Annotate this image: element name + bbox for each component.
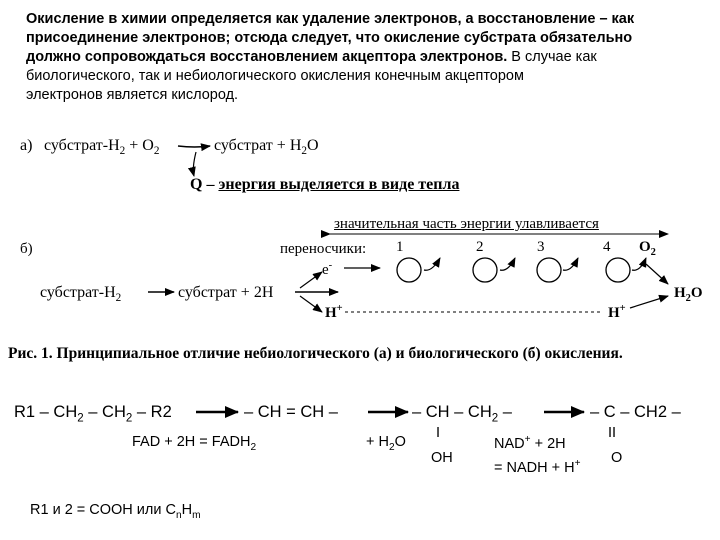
- proton-to-water-arrow: [630, 296, 668, 308]
- scheme-b-proton-right-sup: +: [619, 303, 626, 314]
- reaction-start-sub1: 2: [77, 412, 84, 425]
- figure-caption: Рис. 1. Принципиальное отличие небиологического (а) и биологического (б) окисления.: [8, 345, 623, 362]
- scheme-b-proton-left-sup: +: [336, 303, 343, 314]
- reaction-start-c: – R2: [132, 403, 172, 421]
- scheme-b-water-sub: 2: [685, 293, 691, 304]
- carbonyl-oxygen: O: [611, 450, 623, 466]
- scheme-a-product-o: O: [306, 137, 319, 154]
- nad-sup: +: [524, 434, 531, 445]
- footnote-h: H: [181, 502, 193, 518]
- reaction-ketone: – C – CH2 –: [590, 403, 681, 421]
- nad-text: NAD: [494, 435, 525, 452]
- intro-line-3-bold: должно сопровождаться восстановлением акцептора электронов.: [26, 49, 508, 65]
- scheme-a-plus-o: + O: [125, 137, 154, 154]
- fad-sub: 2: [250, 441, 257, 453]
- scheme-b-substrate-sub: 2: [115, 292, 122, 305]
- nadh-text: = NADH + H: [494, 459, 575, 476]
- reaction-start-a: R1 – CH: [14, 403, 78, 421]
- scheme-b-o2-letter: O: [639, 239, 651, 255]
- scheme-b-o2-sub: 2: [650, 247, 656, 258]
- footnote-text: R1 и 2 = COOH или C: [30, 502, 176, 518]
- scheme-b-electron-letter: e: [322, 262, 329, 278]
- carrier-circle-2: [473, 258, 497, 282]
- carrier-arrow-3: [563, 258, 578, 270]
- scheme-b-carriers-label: переносчики:: [280, 241, 367, 257]
- reaction-alcohol-a: – CH – CH: [412, 403, 492, 421]
- reaction-start-b: – CH: [83, 403, 126, 421]
- scheme-b-middle: субстрат + 2H: [178, 284, 274, 301]
- hydroxyl-group: OH: [431, 450, 453, 466]
- carbonyl-bond: II: [608, 425, 617, 441]
- nad-plus-2h: + 2H: [530, 435, 566, 452]
- carrier-circle-3: [537, 258, 561, 282]
- scheme-b-proton-left-h: H: [325, 305, 337, 321]
- reaction-alcohol-b: –: [498, 403, 512, 421]
- water-addition-h: + H: [366, 434, 389, 450]
- scheme-b-water-o: O: [690, 285, 703, 301]
- footnote-n: n: [175, 509, 182, 521]
- scheme-b-water-h: H: [674, 285, 686, 301]
- scheme-a-substrate-sub: 2: [119, 145, 126, 158]
- hydroxyl-bond: I: [436, 425, 441, 441]
- scheme-b-proton-arrow: [300, 296, 322, 312]
- scheme-b-substrate-text: субстрат-H: [40, 284, 116, 301]
- scheme-a-product-sub: 2: [301, 145, 307, 158]
- fad-text: FAD + 2H = FADH: [132, 434, 251, 450]
- carrier-circle-1: [397, 258, 421, 282]
- water-addition-sub: 2: [388, 441, 395, 453]
- water-addition-o: O: [394, 434, 406, 450]
- scheme-a-heat-text: энергия выделяется в виде тепла: [218, 176, 460, 193]
- intro-line-2: присоединение электронов; отсюда следует, что окисление субстрата обязательно: [26, 30, 633, 46]
- scheme-b-energy-note: значительная часть энергии улавливается: [334, 216, 599, 232]
- scheme-a-q-letter: Q: [190, 176, 203, 193]
- scheme-b-proton-right-h: H: [608, 305, 620, 321]
- carrier-number-4: 4: [603, 239, 611, 255]
- carrier-arrow-1: [424, 258, 440, 270]
- carrier-number-3: 3: [537, 239, 545, 255]
- scheme-a-o2-sub: 2: [153, 145, 160, 158]
- scheme-a-arrow: [178, 146, 210, 147]
- scheme-a-product-text: субстрат + H: [214, 137, 302, 154]
- intro-line-3-rest: В случае как: [507, 49, 597, 65]
- carrier-arrow-2: [500, 258, 515, 270]
- reaction-alkene: – CH = CH –: [244, 403, 338, 421]
- reaction-start-sub2: 2: [125, 412, 133, 425]
- scheme-a-label: а): [20, 137, 33, 154]
- intro-line-4: биологического, так и небиологического окисления конечным акцептором: [26, 68, 524, 84]
- reaction-alcohol-sub: 2: [491, 412, 499, 425]
- carrier-number-2: 2: [476, 239, 484, 255]
- intro-line-1: Окисление в химии определяется как удаление электронов, а восстановление – как: [26, 11, 635, 27]
- scheme-b-electron-arrow: [300, 272, 322, 288]
- carrier-arrow-4: [632, 258, 646, 270]
- scheme-a-substrate-text: субстрат-H: [44, 137, 120, 154]
- scheme-b-label: б): [20, 241, 33, 257]
- scheme-a-heat-arrow: [193, 152, 196, 176]
- carrier-circle-4: [606, 258, 630, 282]
- footnote-m: m: [192, 509, 201, 521]
- o2-to-water-arrow: [646, 264, 668, 284]
- intro-line-5: электронов является кислород.: [26, 87, 239, 103]
- scheme-a-q-dash: –: [202, 176, 219, 193]
- scheme-b-electron-sup: -: [328, 260, 333, 271]
- nadh-sup: +: [574, 458, 581, 469]
- carrier-number-1: 1: [396, 239, 404, 255]
